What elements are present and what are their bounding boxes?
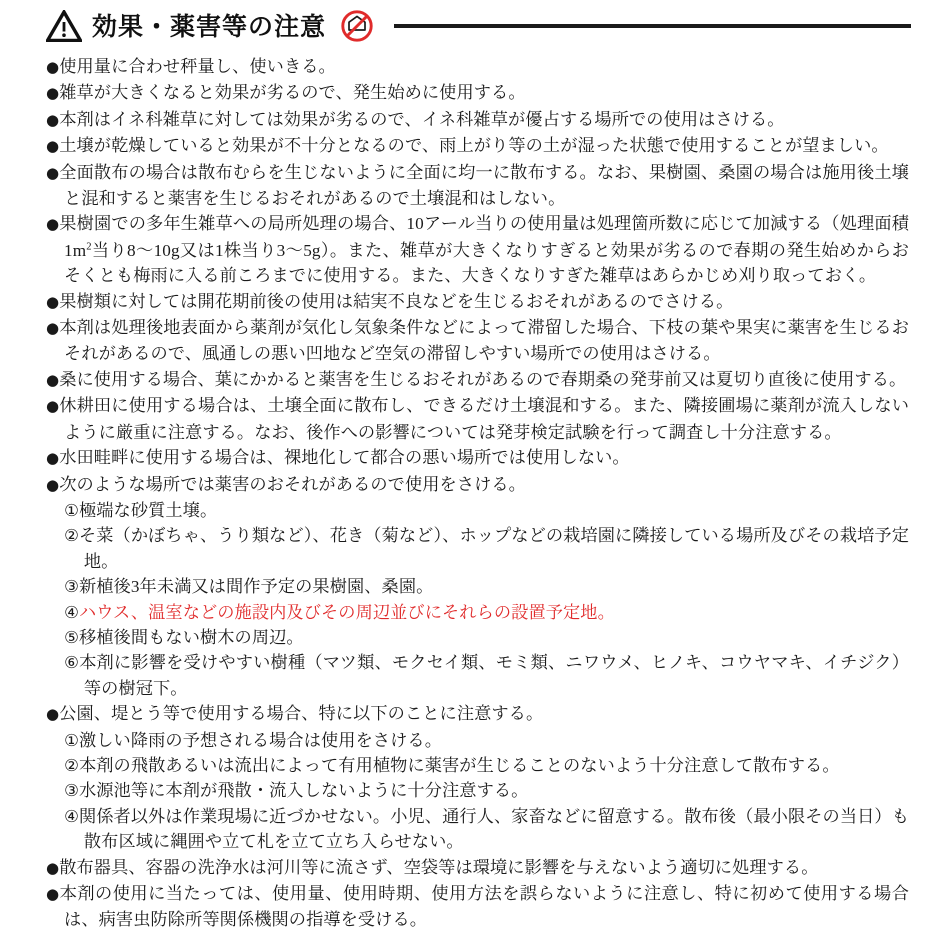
section-header <box>10 6 915 46</box>
item-number-mark: ② <box>64 755 79 775</box>
caution-item-text: 本剤の飛散あるいは流出によって有用植物に薬害が生じることのないよう十分注意して散布する。 <box>78 755 840 775</box>
caution-item-text: 本剤に影響を受けやすい樹種（マツ類、モクセイ類、モミ類、ニワウメ、ヒノキ、コウヤマキ、イチジク）等の樹冠下。 <box>79 653 909 698</box>
item-bullet-mark: ● <box>46 163 60 182</box>
caution-item-text: 土壌が乾燥していると効果が不十分となるので、雨上がり等の土が湿った状態で使用することが望ましい。 <box>59 136 889 156</box>
item-bullet-mark: ● <box>46 58 60 76</box>
caution-item-text: 桑に使用する場合、葉にかかると薬害を生じるおそれがあるので春期桑の発芽前又は夏切り直後に使用する。 <box>59 369 907 389</box>
item-bullet-mark: ● <box>46 137 60 156</box>
caution-item-text: 関係者以外は作業現場に近づかせない。小児、通行人、家畜などに留意する。散布後（最小限その当日）も散布区域に縄囲や立て札を立て立ち入らせない。 <box>78 806 909 852</box>
item-number-mark: ① <box>64 730 79 750</box>
item-number-mark: ④ <box>64 602 79 622</box>
item-bullet-mark: ● <box>46 397 60 416</box>
caution-item-text: 果樹園での多年生雑草への局所処理の場合、10アール当りの使用量は処理箇所数に応じて加減する（処理面積$1m^2$当り8〜10g又は1株当り3〜5g）。また、雑草が大きくなりすぎると効果が劣るので春期の発生始めからおそくとも梅雨に入る前ころまでに使用する。また、大きくなりすぎた雑草はあらかじめ刈り取っておく。 <box>59 214 909 286</box>
no-greenhouse-icon <box>340 9 374 43</box>
caution-item-text: 散布器具、容器の洗浄水は河川等に流さず、空袋等は環境に影響を与えないよう適切に処理する。 <box>59 857 819 877</box>
bullet-caution-item <box>46 445 909 471</box>
numbered-caution-item <box>46 804 909 855</box>
item-bullet-mark: ● <box>46 885 60 903</box>
bullet-caution-item <box>46 160 909 212</box>
warning-triangle-icon <box>46 10 82 42</box>
item-bullet-mark: ● <box>46 292 60 311</box>
caution-item-text: 次のような場所では薬害のおそれがあるので使用をさける。 <box>59 474 526 494</box>
caution-item-text: 水田畦畔に使用する場合は、裸地化して都合の悪い場所では使用しない。 <box>59 448 630 468</box>
caution-item-text: 使用量に合わせ秤量し、使いきる。 <box>59 57 336 76</box>
numbered-caution-item <box>46 523 909 574</box>
item-bullet-mark: ● <box>46 449 60 468</box>
caution-item-text: 果樹類に対しては開花期前後の使用は結実不良などを生じるおそれがあるのでさける。 <box>59 291 734 311</box>
bullet-caution-item <box>46 80 909 106</box>
bullet-caution-item <box>46 472 909 498</box>
item-bullet-mark: ● <box>46 705 60 724</box>
page-title: 効果・薬害等の注意 <box>92 11 327 41</box>
caution-item-text: 本剤は処理後地表面から薬剤が気化し気象条件などによって滞留した場合、下枝の葉や果実に薬害を生じるおそれがあるので、風通しの悪い凹地など空気の滞留しやすい場所での使用はさける。 <box>59 318 909 364</box>
caution-item-text: 休耕田に使用する場合は、土壌全面に散布し、できるだけ土壌混和する。また、隣接圃場に薬剤が流入しないように厳重に注意する。なお、後作への影響については発芽検定試験を行って調査し十分注意する。 <box>59 396 909 442</box>
bullet-caution-item <box>46 107 909 133</box>
cautions-list <box>10 54 915 933</box>
item-bullet-mark: ● <box>46 475 60 494</box>
numbered-caution-item <box>46 600 909 625</box>
numbered-caution-item <box>46 650 909 701</box>
caution-item-text: そ菜（かぼちゃ、うり類など）、花き（菊など）、ホップなどの栽培園に隣接している場所及びその栽培予定地。 <box>78 526 909 571</box>
numbered-caution-item <box>46 574 909 599</box>
superscript-unit: 2 <box>86 241 92 253</box>
item-bullet-mark: ● <box>46 110 60 129</box>
numbered-caution-item <box>46 728 909 753</box>
bullet-caution-item <box>46 54 909 80</box>
numbered-caution-item <box>46 625 909 650</box>
caution-item-text: 激しい降雨の予想される場合は使用をさける。 <box>78 730 443 750</box>
bullet-caution-item <box>46 315 909 367</box>
item-bullet-mark: ● <box>46 319 60 338</box>
numbered-caution-item <box>46 778 909 803</box>
item-number-mark: ② <box>64 526 79 546</box>
item-number-mark: ④ <box>64 806 79 826</box>
caution-item-text: 全面散布の場合は散布むらを生じないように全面に均一に散布する。なお、果樹園、桑園の場合は施用後土壌と混和すると薬害を生じるおそれがあるので土壌混和はしない。 <box>59 162 909 209</box>
bullet-caution-item <box>46 133 909 159</box>
item-bullet-mark: ● <box>46 84 60 103</box>
item-number-mark: ③ <box>64 577 79 597</box>
caution-item-text: 本剤はイネ科雑草に対しては効果が劣るので、イネ科雑草が優占する場所での使用はさける。 <box>59 109 785 129</box>
item-bullet-mark: ● <box>46 370 60 389</box>
item-number-mark: ③ <box>64 781 79 801</box>
numbered-caution-item <box>46 753 909 778</box>
item-number-mark: ⑥ <box>64 653 80 673</box>
item-number-mark: ⑤ <box>64 627 79 647</box>
bullet-caution-item <box>46 393 909 445</box>
caution-item-text: 極端な砂質土壌。 <box>78 500 218 520</box>
bullet-caution-item <box>46 367 909 393</box>
bullet-caution-item <box>46 855 909 881</box>
header-divider-rule <box>394 24 911 28</box>
caution-item-text: ハウス、温室などの施設内及びその周辺並びにそれらの設置予定地。 <box>78 602 615 622</box>
item-number-mark: ① <box>64 500 79 520</box>
caution-item-text: 移植後間もない樹木の周辺。 <box>78 627 304 647</box>
caution-item-text: 雑草が大きくなると効果が劣るので、発生始めに使用する。 <box>59 83 526 103</box>
bullet-caution-item <box>46 881 909 933</box>
bullet-caution-item <box>46 211 909 288</box>
bullet-caution-item <box>46 701 909 727</box>
caution-item-text: 新植後3年未満又は間作予定の果樹園、桑園。 <box>78 577 434 597</box>
numbered-caution-item <box>46 498 909 523</box>
caution-item-text: 公園、堤とう等で使用する場合、特に以下のことに注意する。 <box>59 704 544 724</box>
bullet-caution-item <box>46 289 909 315</box>
item-bullet-mark: ● <box>46 858 60 877</box>
item-bullet-mark: ● <box>46 215 60 234</box>
caution-item-text: 水源池等に本剤が飛散・流入しないように十分注意する。 <box>78 781 529 801</box>
caution-item-text: 本剤の使用に当たっては、使用量、使用時期、使用方法を誤らないように注意し、特に初めて使用する場合は、病害虫防除所等関係機関の指導を受ける。 <box>59 884 909 930</box>
